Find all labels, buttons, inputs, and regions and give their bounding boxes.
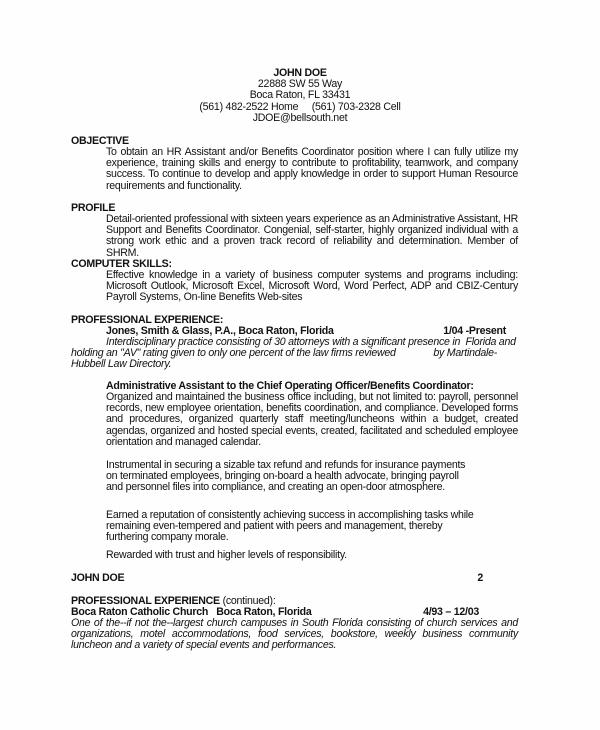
skills-heading: COMPUTER SKILLS: <box>71 258 172 270</box>
objective-text: To obtain an HR Assistant and/or Benefits Coordinator position where I can fully utilize my experience, training skills and energy to contribute to profitability, teamwork, and company success. To continue to develop and apply knowledge in order to support Human Resource requirements and functionality. <box>106 146 518 192</box>
page2-heading-text: PROFESSIONAL EXPERIENCE <box>71 595 220 607</box>
job1-description-rest: holding an "AV" rating given to only one percent of the law firms reviewed by Martindale-Hubbell Law Directory. <box>71 347 498 371</box>
experience-heading: PROFESSIONAL EXPERIENCE: <box>71 314 224 326</box>
phones: (561) 482-2522 Home (561) 703-2328 Cell <box>199 100 401 113</box>
job1-paragraph: Organized and maintained the business office including, but not limited to: payroll, personnel records, new employee orientation, benefits coordination, and compliance. Developed forms and procedures, organized quarterly staff meeting/luncheons within a budget, created agendas, organized and hosted special events, created, facilitated and scheduled employee orientation and managed calendar. <box>106 391 518 448</box>
contact-header <box>0 68 600 124</box>
address-line-2: Boca Raton, FL 33431 <box>249 89 351 102</box>
job1-employer: Jones, Smith & Glass, P.A., Boca Raton, Florida <box>106 325 334 337</box>
job1-paragraph: Instrumental in securing a sizable tax refund and refunds for insurance payments on terminated employees, bringing on-board a health advocate, bringing payroll and personnel files into compliance, and creating an open-door atmosphere. <box>106 459 466 494</box>
page2-heading-suffix: (continued): <box>219 595 276 607</box>
page-number: 2 <box>477 572 483 584</box>
objective-heading: OBJECTIVE <box>71 135 129 147</box>
profile-heading: PROFILE <box>71 202 116 214</box>
job1-description-line1: Interdisciplinary practice consisting of 30 attorneys with a significant presence in Florida and <box>106 336 516 348</box>
page2-header <box>71 573 483 584</box>
job2-dates: 4/93 – 12/03 <box>423 606 479 618</box>
email: JDOE@bellsouth.net <box>252 111 348 124</box>
job1-title: Administrative Assistant to the Chief Operating Officer/Benefits Coordinator: <box>106 380 474 392</box>
address-line-1: 22888 SW 55 Way <box>257 78 343 91</box>
skills-text: Effective knowledge in a variety of business computer systems and programs including: Microsoft Outlook, Microsoft Excel, Microsoft Word, Word Perfect, ADP and CBIZ-Century Payroll Systems, On-line Benefits Web-sites <box>106 269 518 304</box>
profile-text: Detail-oriented professional with sixteen years experience as an Administrative Assistant, HR Support and Benefits Coordinator. Congenial, self-starter, highly organized individual with a strong work ethic and a proven track record of reliability and determination. Member of SHRM. <box>106 213 518 259</box>
job1-paragraph: Earned a reputation of consistently achieving success in accomplishing tasks while remaining even-tempered and patient with peers and management, thereby furthering company morale. <box>106 509 474 544</box>
page2-name: JOHN DOE <box>71 572 125 584</box>
job1-dates: 1/04 -Present <box>443 325 506 337</box>
job2-description: One of the--if not the--largest church campuses in South Florida consisting of church services and organizations, motel accommodations, food services, bookstore, weekly business community luncheon and a variety of special events and performances. <box>71 617 518 652</box>
job1-paragraph: Rewarded with trust and higher levels of responsibility. <box>106 549 347 561</box>
job2-employer: Boca Raton Catholic Church Boca Raton, Florida <box>71 606 312 618</box>
name: JOHN DOE <box>273 67 327 79</box>
